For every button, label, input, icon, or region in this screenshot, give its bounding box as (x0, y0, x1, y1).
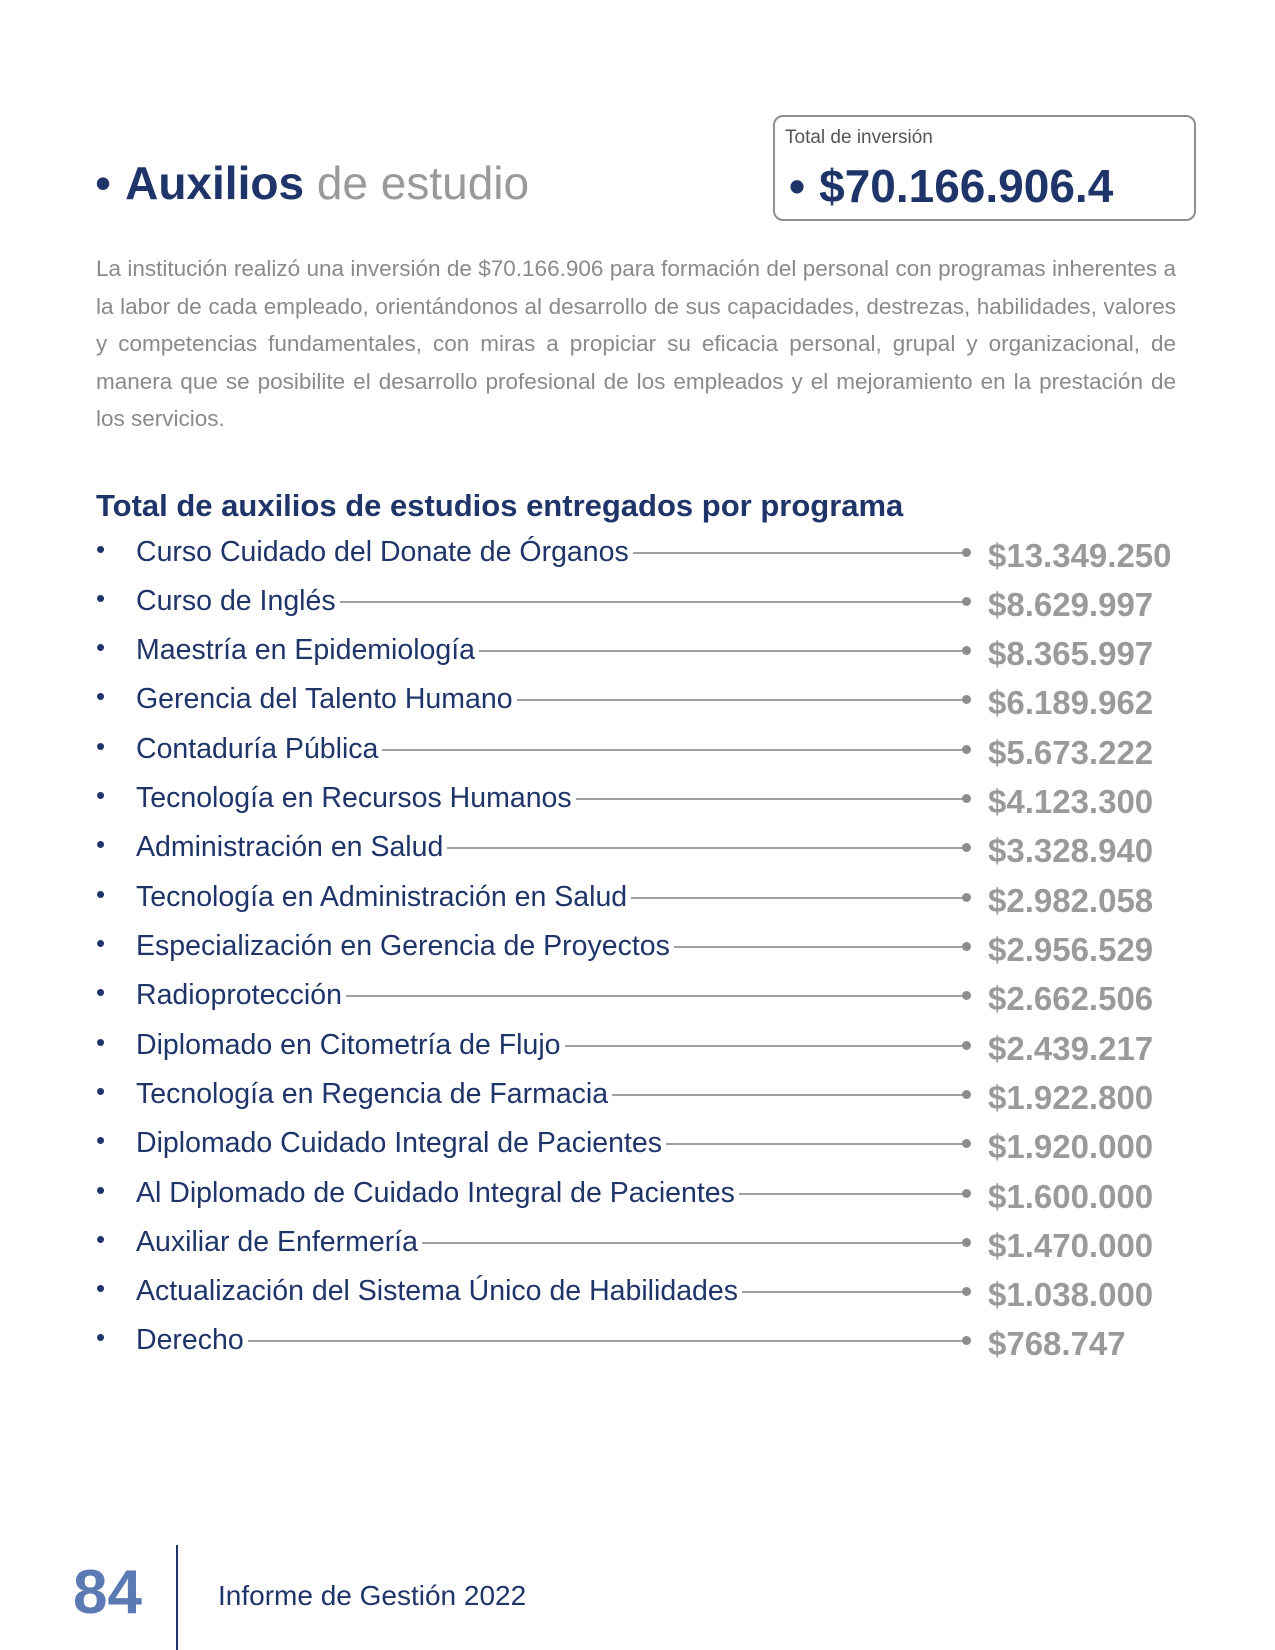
program-bullet: • (96, 1224, 106, 1254)
program-name: Curso Cuidado del Donate de Órganos (136, 536, 629, 568)
leader-line (633, 552, 964, 554)
program-amount: $768.747 (988, 1325, 1126, 1362)
leader-line (422, 1242, 964, 1244)
leader-dot (962, 548, 971, 557)
leader-dot (962, 1287, 971, 1296)
leader-dot (962, 893, 971, 902)
intro-paragraph: La institución realizó una inversión de $70.166.906 para formación del personal con programas inherentes a la labor de cada empleado, orientándonos al desarrollo de sus capacidades, destrezas, habilidades, valores y competencias fundamentales, con miras a propiciar su eficacia personal, grupal y organizacional, de manera que se posibilite el desarrollo profesional de los empleados y el mejoramiento en la prestación de los servicios. (96, 256, 1176, 431)
program-row (96, 926, 1216, 966)
leader-line (479, 650, 964, 652)
program-name: Actualización del Sistema Único de Habilidades (136, 1275, 738, 1307)
program-amount: $4.123.300 (988, 783, 1154, 820)
program-row (96, 877, 1216, 917)
heading-light: de estudio (316, 157, 530, 209)
program-row (96, 630, 1216, 670)
program-name: Diplomado Cuidado Integral de Pacientes (136, 1127, 662, 1159)
program-row (96, 1123, 1216, 1163)
program-row (96, 1271, 1216, 1311)
program-name: Auxiliar de Enfermería (136, 1226, 418, 1258)
leader-line (576, 798, 964, 800)
program-amount: $2.982.058 (988, 882, 1154, 919)
program-row (96, 827, 1216, 867)
leader-dot (962, 597, 971, 606)
program-row (96, 1074, 1216, 1114)
leader-dot (962, 1041, 971, 1050)
leader-line (346, 995, 964, 997)
footer-title: Informe de Gestión 2022 (218, 1580, 527, 1611)
program-row (96, 581, 1216, 621)
leader-dot (962, 942, 971, 951)
program-row (96, 778, 1216, 818)
program-name: Diplomado en Citometría de Flujo (136, 1029, 561, 1061)
program-amount: $2.439.217 (988, 1030, 1154, 1067)
programs-subtitle: Total de auxilios de estudios entregados por programa (96, 488, 904, 523)
program-amount: $1.470.000 (988, 1227, 1154, 1264)
program-bullet: • (96, 681, 106, 711)
program-bullet: • (96, 1027, 106, 1057)
investment-bullet: • (789, 160, 806, 212)
leader-dot (962, 991, 971, 1000)
program-bullet: • (96, 534, 106, 564)
program-bullet: • (96, 1125, 106, 1155)
leader-line (612, 1094, 964, 1096)
program-row (96, 1222, 1216, 1262)
leader-dot (962, 1238, 971, 1247)
program-bullet: • (96, 780, 106, 810)
leader-dot (962, 1189, 971, 1198)
leader-line (447, 847, 964, 849)
program-row (96, 679, 1216, 719)
total-investment-label: Total de inversión (785, 127, 933, 148)
program-amount: $2.956.529 (988, 931, 1154, 968)
leader-dot (962, 1139, 971, 1148)
leader-line (248, 1340, 964, 1342)
leader-line (565, 1045, 964, 1047)
leader-line (742, 1291, 964, 1293)
program-amount: $13.349.250 (988, 537, 1172, 574)
program-amount: $1.600.000 (988, 1178, 1154, 1215)
program-row (96, 532, 1216, 572)
leader-line (666, 1143, 964, 1145)
program-name: Maestría en Epidemiología (136, 634, 476, 666)
program-amount: $8.365.997 (988, 635, 1154, 672)
leader-dot (962, 646, 971, 655)
leader-line (517, 699, 964, 701)
program-name: Tecnología en Recursos Humanos (136, 782, 572, 814)
program-bullet: • (96, 583, 106, 613)
page-number: 84 (73, 1558, 142, 1627)
program-amount: $1.922.800 (988, 1079, 1154, 1116)
leader-dot (962, 794, 971, 803)
program-amount: $8.629.997 (988, 586, 1154, 623)
program-row (96, 975, 1216, 1015)
program-amount: $1.920.000 (988, 1128, 1154, 1165)
program-amount: $5.673.222 (988, 734, 1154, 771)
leader-line (631, 897, 964, 899)
program-bullet: • (96, 1175, 106, 1205)
program-name: Contaduría Pública (136, 733, 379, 765)
program-name: Especialización en Gerencia de Proyectos (136, 930, 670, 962)
program-bullet: • (96, 879, 106, 909)
program-name: Al Diplomado de Cuidado Integral de Pacientes (136, 1177, 735, 1209)
program-name: Gerencia del Talento Humano (136, 683, 513, 715)
program-name: Radioprotección (136, 979, 342, 1011)
program-bullet: • (96, 731, 106, 761)
program-bullet: • (96, 928, 106, 958)
program-name: Tecnología en Regencia de Farmacia (136, 1078, 609, 1110)
program-name: Curso de Inglés (136, 585, 336, 617)
program-bullet: • (96, 829, 106, 859)
program-bullet: • (96, 977, 106, 1007)
program-name: Tecnología en Administración en Salud (136, 881, 628, 913)
program-amount: $6.189.962 (988, 684, 1154, 721)
program-row (96, 1173, 1216, 1213)
program-row (96, 1025, 1216, 1065)
leader-line (674, 946, 964, 948)
program-name: Administración en Salud (136, 831, 444, 863)
program-amount: $1.038.000 (988, 1276, 1154, 1313)
leader-dot (962, 1090, 971, 1099)
leader-dot (962, 1336, 971, 1345)
program-bullet: • (96, 632, 106, 662)
program-bullet: • (96, 1273, 106, 1303)
program-bullet: • (96, 1322, 106, 1352)
leader-dot (962, 843, 971, 852)
program-amount: $2.662.506 (988, 980, 1154, 1017)
investment-amount: $70.166.906.4 (819, 160, 1114, 212)
program-row (96, 729, 1216, 769)
program-name: Derecho (136, 1324, 244, 1356)
heading-bullet: • (95, 157, 112, 209)
leader-line (382, 749, 964, 751)
leader-line (340, 601, 964, 603)
leader-line (739, 1193, 964, 1195)
program-row (96, 1320, 1216, 1360)
heading-strong: Auxilios (125, 157, 305, 209)
program-bullet: • (96, 1076, 106, 1106)
program-amount: $3.328.940 (988, 832, 1154, 869)
leader-dot (962, 745, 971, 754)
footer-divider (176, 1545, 178, 1650)
leader-dot (962, 695, 971, 704)
